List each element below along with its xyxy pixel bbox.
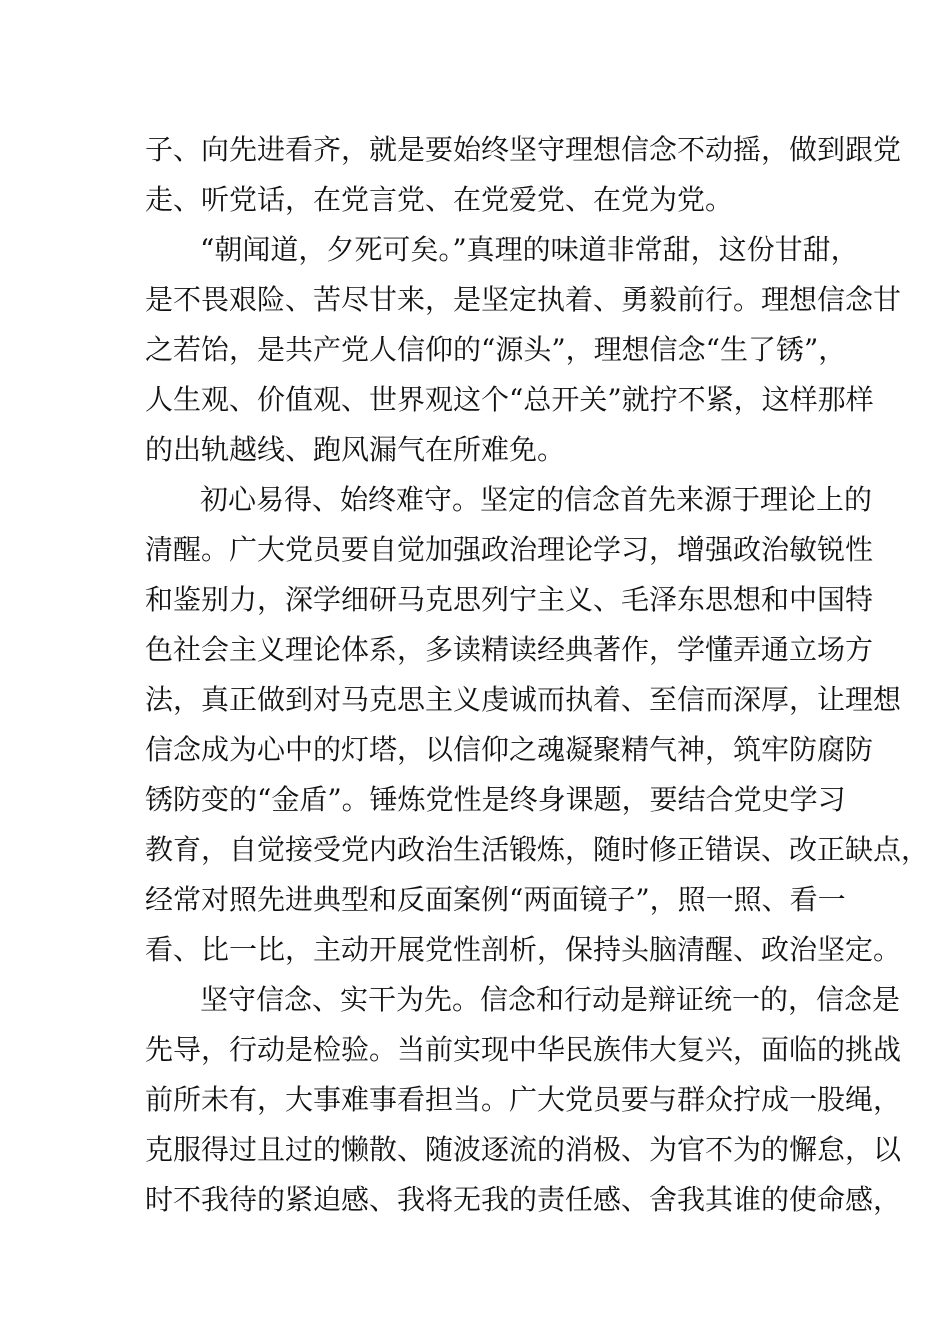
text-line: 初心易得、始终难守。坚定的信念首先来源于理论上的 xyxy=(200,483,873,516)
text-line: 坚守信念、实干为先。信念和行动是辩证统一的，信念是 xyxy=(200,983,901,1016)
text-line: “朝闻道，夕死可矣。”真理的味道非常甜，这份甘甜， xyxy=(200,233,859,266)
text-line: 和鉴别力，深学细研马克思列宁主义、毛泽东思想和中国特 xyxy=(145,583,874,616)
text-line: 色社会主义理论体系，多读精读经典著作，学懂弄通立场方 xyxy=(145,633,874,666)
text-line: 时不我待的紧迫感、我将无我的责任感、舍我其谁的使命感， xyxy=(145,1183,902,1216)
text-line: 经常对照先进典型和反面案例“两面镜子”，照一照、看一 xyxy=(145,883,846,916)
text-line: 人生观、价值观、世界观这个“总开关”就拧不紧，这样那样 xyxy=(145,383,874,416)
text-line: 教育，自觉接受党内政治生活锻炼，随时修正错误、改正缺点， xyxy=(145,833,930,866)
text-line: 清醒。广大党员要自觉加强政治理论学习，增强政治敏锐性 xyxy=(145,533,874,566)
text-line: 走、听党话，在党言党、在党爱党、在党为党。 xyxy=(145,183,734,216)
text-line: 法，真正做到对马克思主义虔诚而执着、至信而深厚，让理想 xyxy=(145,683,902,716)
text-line: 的出轨越线、跑风漏气在所难免。 xyxy=(145,433,566,466)
text-line: 克服得过且过的懒散、随波逐流的消极、为官不为的懈怠，以 xyxy=(145,1133,902,1166)
text-line: 之若饴，是共产党人信仰的“源头”，理想信念“生了锈”， xyxy=(145,333,847,366)
text-line: 子、向先进看齐，就是要始终坚守理想信念不动摇，做到跟党 xyxy=(145,133,902,166)
text-line: 信念成为心中的灯塔，以信仰之魂凝聚精气神，筑牢防腐防 xyxy=(145,733,874,766)
text-line: 看、比一比，主动开展党性剖析，保持头脑清醒、政治坚定。 xyxy=(145,933,902,966)
text-line: 先导，行动是检验。当前实现中华民族伟大复兴，面临的挑战 xyxy=(145,1033,902,1066)
text-line: 是不畏艰险、苦尽甘来，是坚定执着、勇毅前行。理想信念甘 xyxy=(145,283,902,316)
text-line: 锈防变的“金盾”。锤炼党性是终身课题，要结合党史学习 xyxy=(145,783,846,816)
text-line: 前所未有，大事难事看担当。广大党员要与群众拧成一股绳， xyxy=(145,1083,902,1116)
